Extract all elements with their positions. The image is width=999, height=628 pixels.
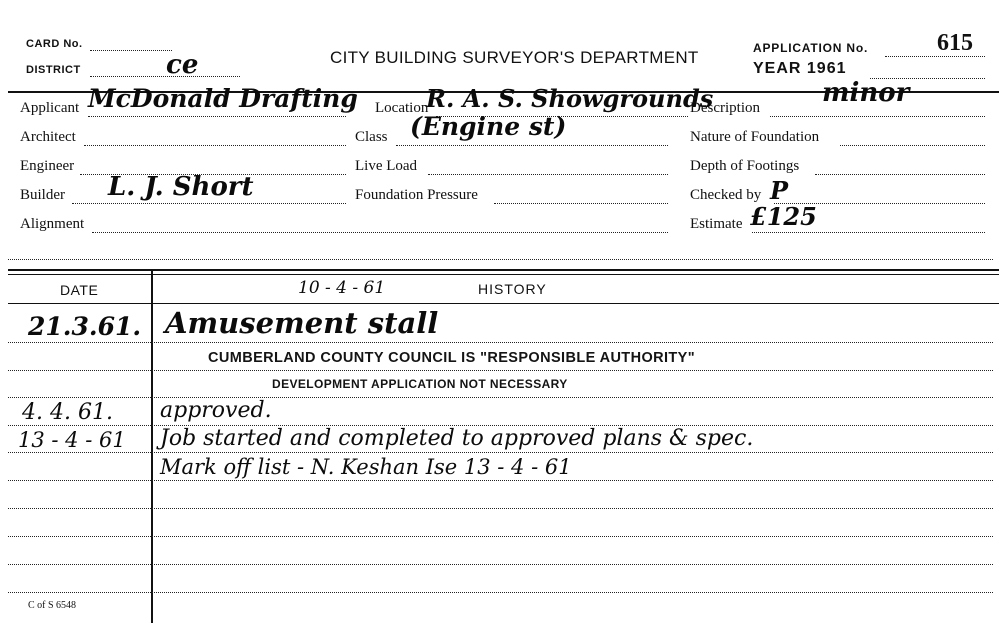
stamp-responsible-authority: CUMBERLAND COUNTY COUNCIL IS "RESPONSIBLE AUTHORITY" xyxy=(208,350,696,366)
card-no-label: CARD No. xyxy=(26,38,83,50)
description-label: Description xyxy=(690,100,760,116)
location-value: R. A. S. Showgrounds xyxy=(426,84,714,113)
description-line xyxy=(770,116,985,117)
location-label: Location xyxy=(375,100,429,116)
form-number: C of S 6548 xyxy=(28,600,77,611)
live-load-label: Live Load xyxy=(355,158,418,174)
builder-value: L. J. Short xyxy=(108,172,254,202)
builder-label: Builder xyxy=(20,187,65,203)
class-label: Class xyxy=(355,129,388,145)
history-line xyxy=(8,397,993,398)
alignment-label: Alignment xyxy=(20,216,85,232)
nature-of-foundation-label: Nature of Foundation xyxy=(690,129,820,145)
history-line xyxy=(8,480,993,481)
engineer-label: Engineer xyxy=(20,158,75,174)
history-line xyxy=(8,370,993,371)
checked-by-value: P xyxy=(770,176,789,205)
history-entry-date: 21.3.61. xyxy=(28,312,142,341)
card-no-line xyxy=(90,50,172,51)
architect-label: Architect xyxy=(20,129,76,145)
history-line xyxy=(8,508,993,509)
date-header: DATE xyxy=(60,282,99,298)
history-header-rule xyxy=(8,303,999,304)
history-top-rule-2 xyxy=(8,274,999,275)
history-line xyxy=(8,592,993,593)
history-entry-text: Amusement stall xyxy=(165,306,439,340)
applicant-line xyxy=(88,116,346,117)
history-entry-text: Mark off list - N. Keshan Ise 13 - 4 - 61 xyxy=(160,455,572,479)
extra-field-line xyxy=(8,259,993,260)
depth-line xyxy=(815,174,985,175)
builder-line xyxy=(72,203,346,204)
history-line xyxy=(8,342,993,343)
nature-line xyxy=(840,145,985,146)
district-value: ce xyxy=(166,50,199,80)
history-entry-text: approved. xyxy=(160,398,272,423)
history-entry-date: 4. 4. 61. xyxy=(22,400,113,425)
checked-by-label: Checked by xyxy=(690,187,762,203)
history-line xyxy=(8,452,993,453)
department-title: CITY BUILDING SURVEYOR'S DEPARTMENT xyxy=(330,48,699,67)
foundation-pressure-line xyxy=(494,203,668,204)
applicant-label: Applicant xyxy=(20,100,80,116)
foundation-pressure-label: Foundation Pressure xyxy=(355,187,478,203)
stamp-application-not-necessary: DEVELOPMENT APPLICATION NOT NECESSARY xyxy=(272,377,568,391)
estimate-label: Estimate xyxy=(690,216,743,232)
live-load-line xyxy=(428,174,668,175)
history-entry-date: 13 - 4 - 61 xyxy=(18,428,126,452)
history-line xyxy=(8,536,993,537)
history-header-note: 10 - 4 - 61 xyxy=(298,278,386,298)
year-label: YEAR 1961 xyxy=(753,60,847,77)
application-no-line xyxy=(885,56,985,57)
application-no-value: 615 xyxy=(937,30,973,56)
application-no-label: APPLICATION No. xyxy=(753,41,869,55)
architect-line xyxy=(84,145,346,146)
estimate-value: £125 xyxy=(750,202,817,231)
history-header: HISTORY xyxy=(478,281,547,297)
applicant-value: McDonald Drafting xyxy=(88,84,358,113)
description-value: minor xyxy=(822,78,910,108)
depth-of-footings-label: Depth of Footings xyxy=(690,158,800,174)
alignment-line xyxy=(92,232,668,233)
class-line xyxy=(396,145,668,146)
class-value: (Engine st) xyxy=(410,112,567,141)
estimate-line xyxy=(752,232,985,233)
district-line xyxy=(90,76,240,77)
date-column-divider xyxy=(151,271,153,623)
history-entry-text: Job started and completed to approved plans & spec. xyxy=(160,426,754,451)
history-line xyxy=(8,564,993,565)
history-top-rule xyxy=(8,269,999,271)
district-label: DISTRICT xyxy=(26,64,81,76)
